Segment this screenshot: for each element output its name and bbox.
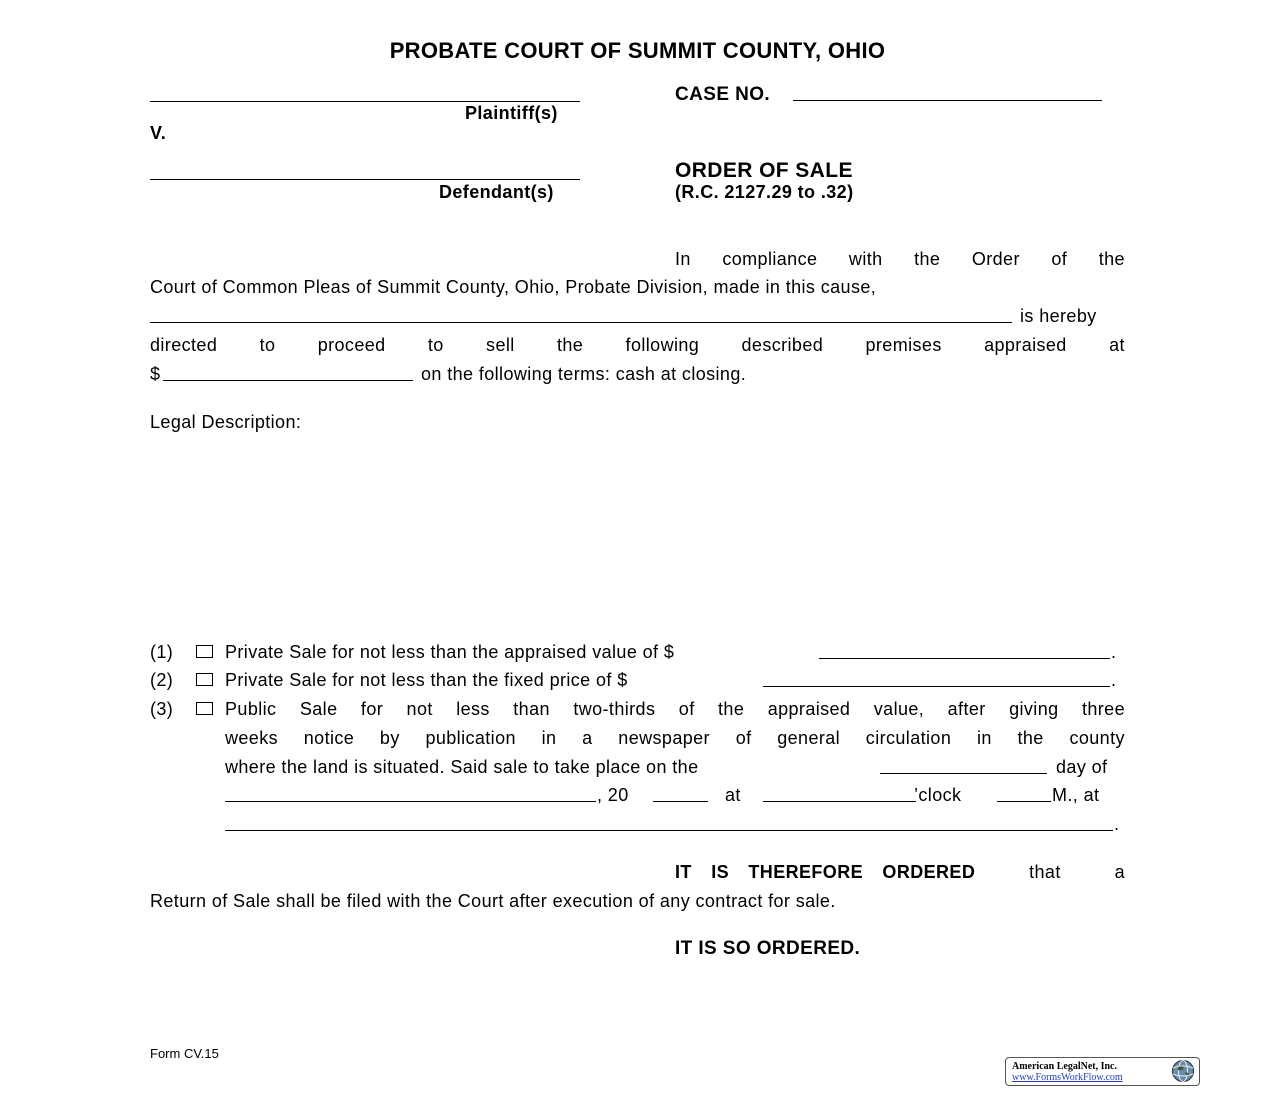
therefore-ordered-bold: IT IS THEREFORE ORDERED — [675, 862, 976, 882]
option-3-word: county — [1069, 728, 1125, 748]
option-2-amount-field[interactable] — [763, 686, 1110, 687]
terms-text: on the following terms: cash at closing. — [421, 364, 747, 384]
form-id: Form CV.15 — [150, 1046, 219, 1061]
intro-word: In — [675, 249, 691, 269]
so-ordered: IT IS SO ORDERED. — [675, 938, 861, 959]
is-hereby-text: is hereby — [1020, 306, 1097, 326]
defendant-label: Defendant(s) — [439, 182, 554, 202]
versus-label: V. — [150, 123, 167, 143]
option-1-text: Private Sale for not less than the appraised value of $ — [225, 642, 675, 662]
order-statute: (R.C. 2127.29 to .32) — [675, 182, 854, 202]
option-3-checkbox[interactable] — [196, 702, 213, 715]
sale-location-field[interactable] — [225, 830, 1113, 831]
option-3-word: of — [735, 728, 752, 748]
intro-word: Order — [971, 249, 1020, 269]
publisher-logo[interactable] — [1005, 1057, 1200, 1086]
sale-year-field[interactable] — [653, 801, 708, 802]
sale-month-field[interactable] — [225, 801, 596, 802]
intro-word: at — [1109, 335, 1125, 355]
option-3-line-2 — [225, 728, 1125, 749]
intro-line-1 — [675, 249, 1125, 270]
intro-word: premises — [865, 335, 942, 355]
globe-icon — [1170, 1059, 1196, 1083]
option-3-word: circulation — [865, 728, 952, 748]
option-3-word: publication — [425, 728, 516, 748]
intro-word: the — [1098, 249, 1125, 269]
legal-description-area[interactable] — [150, 440, 1125, 630]
intro-word: the — [914, 249, 941, 269]
option-3-word: the — [1017, 728, 1044, 748]
sale-hour-field[interactable] — [763, 801, 916, 802]
intro-word: of — [1051, 249, 1068, 269]
intro-line-4 — [150, 335, 1125, 356]
option-1-period: . — [1111, 642, 1117, 662]
fiduciary-name-field[interactable] — [150, 322, 1012, 323]
m-at-text: M., at — [1052, 785, 1100, 805]
case-no-label: CASE NO. — [675, 84, 771, 105]
option-3-word: weeks — [225, 728, 279, 748]
option-3-word: a — [582, 728, 593, 748]
option-3-word: newspaper — [618, 728, 710, 748]
sale-day-field[interactable] — [880, 773, 1047, 774]
intro-word: directed — [150, 335, 218, 355]
therefore-line-2: Return of Sale shall be filed with the Court after execution of any contract for sale. — [150, 891, 836, 911]
therefore-word: a — [1114, 862, 1125, 882]
intro-word: with — [848, 249, 883, 269]
therefore-word: that — [1029, 862, 1061, 882]
intro-word: following — [625, 335, 700, 355]
court-title: PROBATE COURT OF SUMMIT COUNTY, OHIO — [389, 38, 886, 63]
plaintiff-name-field[interactable] — [150, 101, 580, 102]
intro-word: described — [741, 335, 824, 355]
intro-word: the — [556, 335, 584, 355]
option-1-checkbox[interactable] — [196, 645, 213, 658]
option-2-checkbox[interactable] — [196, 673, 213, 686]
oclock-text: ’clock — [914, 785, 962, 805]
logo-url-link[interactable]: www.FormsWorkFlow.com — [1012, 1072, 1123, 1083]
at-text: at — [725, 785, 741, 805]
appraised-amount-field[interactable] — [163, 380, 413, 381]
intro-word: sell — [486, 335, 515, 355]
order-title: ORDER OF SALE — [675, 159, 853, 182]
plaintiff-label: Plaintiff(s) — [465, 103, 558, 123]
legal-description-label: Legal Description: — [150, 412, 302, 432]
therefore-line-1 — [675, 862, 1125, 883]
dollar-sign: $ — [150, 364, 161, 384]
option-3-period: . — [1114, 814, 1120, 834]
option-3-word: notice — [303, 728, 355, 748]
option-3-word: general — [777, 728, 841, 748]
intro-word: to — [259, 335, 276, 355]
option-3-text: Public Sale for not less than two-thirds of the appraised value, after giving three — [225, 699, 1125, 719]
case-no-field[interactable] — [793, 100, 1102, 101]
intro-word: compliance — [722, 249, 818, 269]
option-2-text: Private Sale for not less than the fixed price of $ — [225, 670, 628, 690]
day-of-text: day of — [1056, 757, 1108, 777]
intro-line-2: Court of Common Pleas of Summit County, Ohio, Probate Division, made in this cause, — [150, 277, 877, 297]
logo-company-name: American LegalNet, Inc. — [1012, 1061, 1117, 1072]
option-2-number: (2) — [150, 670, 174, 690]
intro-word: proceed — [317, 335, 386, 355]
option-3-line-3: where the land is situated. Said sale to take place on the — [225, 757, 699, 777]
defendant-name-field[interactable] — [150, 179, 580, 180]
option-1-number: (1) — [150, 642, 174, 662]
option-2-period: . — [1111, 670, 1117, 690]
option-3-word: by — [379, 728, 400, 748]
intro-word: appraised — [984, 335, 1067, 355]
option-3-word: in — [976, 728, 992, 748]
year-prefix: , 20 — [597, 785, 629, 805]
option-1-amount-field[interactable] — [819, 658, 1110, 659]
option-3-word: in — [541, 728, 557, 748]
option-3-number: (3) — [150, 699, 174, 719]
intro-word: to — [427, 335, 444, 355]
am-pm-field[interactable] — [997, 801, 1051, 802]
